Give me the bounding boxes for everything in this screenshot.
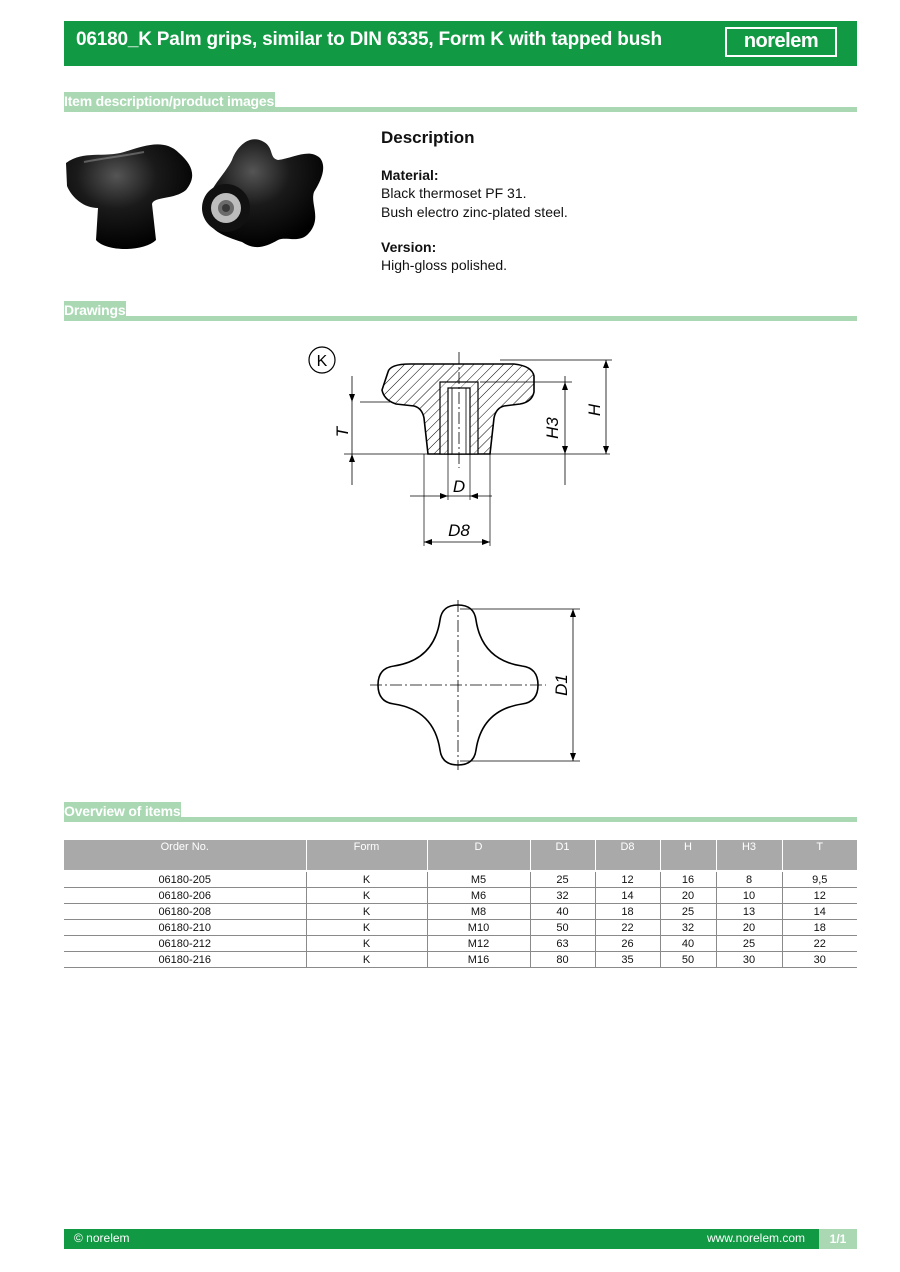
page-number: 1/1 <box>819 1229 857 1249</box>
table-cell: 80 <box>530 952 595 968</box>
material-line: Bush electro zinc-plated steel. <box>381 204 568 220</box>
top-view-drawing <box>360 600 590 770</box>
dim-d-label: D <box>452 477 466 496</box>
cross-section-drawing <box>300 340 630 560</box>
table-cell: 8 <box>716 872 782 888</box>
table-cell: M8 <box>427 904 530 920</box>
table-cell: 06180-216 <box>64 952 306 968</box>
table-cell: 25 <box>716 936 782 952</box>
page-title: 06180_K Palm grips, similar to DIN 6335, Form K with tapped bush <box>76 29 662 50</box>
table-row <box>64 872 857 888</box>
column-header: H <box>660 840 716 870</box>
dim-d8-label: D8 <box>448 521 470 540</box>
table-cell: M10 <box>427 920 530 936</box>
table-cell: 12 <box>595 872 660 888</box>
section-drawings <box>64 301 857 321</box>
table-cell: 06180-212 <box>64 936 306 952</box>
table-row <box>64 904 857 920</box>
table-cell: 18 <box>595 904 660 920</box>
table-header-row <box>64 840 857 870</box>
table-cell: 63 <box>530 936 595 952</box>
table-cell: 06180-210 <box>64 920 306 936</box>
dim-h3-label: H3 <box>543 417 562 439</box>
table-cell: 13 <box>716 904 782 920</box>
table-cell: 22 <box>782 936 857 952</box>
table-row <box>64 936 857 952</box>
footer-copyright: © norelem <box>74 1231 130 1245</box>
table-cell: 40 <box>660 936 716 952</box>
table-cell: 9,5 <box>782 872 857 888</box>
dim-t-label: T <box>333 426 352 438</box>
material-label: Material: <box>381 167 439 183</box>
section-title: Item description/product images <box>64 93 275 109</box>
dim-h-label: H <box>585 403 604 417</box>
footer-url[interactable]: www.norelem.com <box>706 1231 805 1245</box>
table-cell: 50 <box>660 952 716 968</box>
column-header: Order No. <box>64 840 306 870</box>
page-header <box>64 21 857 66</box>
table-cell: 26 <box>595 936 660 952</box>
column-header: D8 <box>595 840 660 870</box>
table-cell: K <box>306 872 427 888</box>
page-footer <box>64 1229 857 1249</box>
section-overview <box>64 802 857 822</box>
column-header: T <box>782 840 857 870</box>
version-label: Version: <box>381 239 437 255</box>
table-row <box>64 888 857 904</box>
table-cell: K <box>306 904 427 920</box>
table-cell: K <box>306 952 427 968</box>
column-header: D1 <box>530 840 595 870</box>
material-line: Black thermoset PF 31. <box>381 185 527 201</box>
table-cell: 35 <box>595 952 660 968</box>
description-panel <box>381 128 841 291</box>
table-cell: K <box>306 888 427 904</box>
items-table <box>64 840 857 968</box>
table-cell: 20 <box>660 888 716 904</box>
table-cell: 20 <box>716 920 782 936</box>
form-label: K <box>316 353 328 370</box>
table-cell: 40 <box>530 904 595 920</box>
table-cell: 06180-206 <box>64 888 306 904</box>
table-cell: 32 <box>660 920 716 936</box>
table-cell: 50 <box>530 920 595 936</box>
table-cell: 30 <box>782 952 857 968</box>
table-cell: 25 <box>660 904 716 920</box>
table-cell: 22 <box>595 920 660 936</box>
table-cell: M5 <box>427 872 530 888</box>
column-header: Form <box>306 840 427 870</box>
description-heading: Description <box>381 128 475 147</box>
table-cell: 32 <box>530 888 595 904</box>
table-cell: 30 <box>716 952 782 968</box>
version-text: High-gloss polished. <box>381 257 508 273</box>
product-image <box>64 128 329 254</box>
table-cell: M12 <box>427 936 530 952</box>
table-cell: M16 <box>427 952 530 968</box>
dim-d1-label: D1 <box>552 674 571 696</box>
norelem-logo: norelem <box>725 27 837 57</box>
column-header: H3 <box>716 840 782 870</box>
table-cell: 12 <box>782 888 857 904</box>
table-row <box>64 952 857 968</box>
section-title: Drawings <box>64 302 126 318</box>
column-header: D <box>427 840 530 870</box>
table-cell: K <box>306 936 427 952</box>
table-cell: 06180-205 <box>64 872 306 888</box>
table-cell: 14 <box>782 904 857 920</box>
table-cell: 25 <box>530 872 595 888</box>
table-row <box>64 920 857 936</box>
table-cell: 14 <box>595 888 660 904</box>
table-body <box>64 870 857 968</box>
table-cell: K <box>306 920 427 936</box>
section-item-description <box>64 92 857 112</box>
table-cell: 16 <box>660 872 716 888</box>
table-cell: 06180-208 <box>64 904 306 920</box>
table-cell: 18 <box>782 920 857 936</box>
table-cell: 10 <box>716 888 782 904</box>
table-cell: M6 <box>427 888 530 904</box>
section-title: Overview of items <box>64 803 181 819</box>
